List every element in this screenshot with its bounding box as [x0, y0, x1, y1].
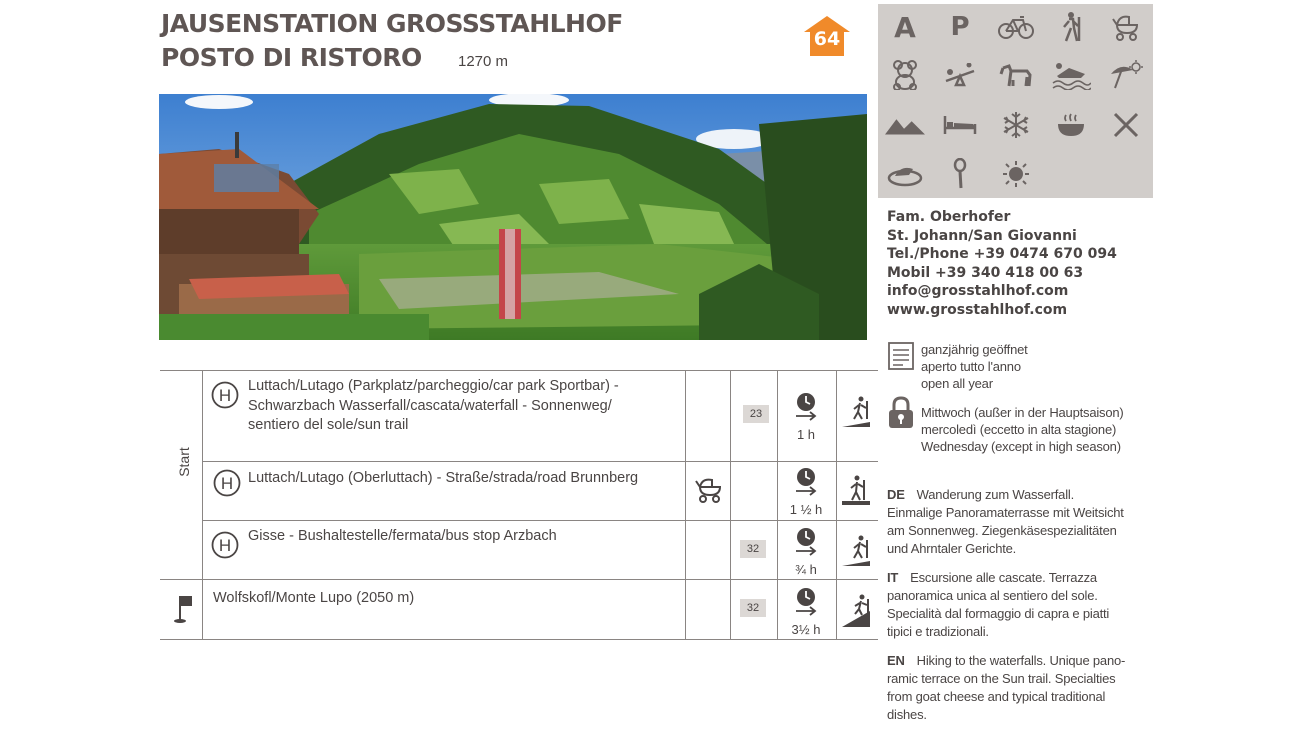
steep-hiker-icon — [842, 593, 872, 627]
animal-icon — [996, 57, 1036, 93]
page-subtitle: POSTO DI RISTORO — [161, 43, 422, 72]
bus-stop-icon — [213, 469, 241, 497]
description-en: EN Hiking to the waterfalls. Unique pano- ramic terrace on the Sun trail. Specialties from goat cheese and typical traditional dishes. — [887, 653, 1126, 722]
mountains-icon — [885, 107, 925, 143]
teddy-bear-icon — [885, 57, 925, 93]
contact-name: Fam. Oberhofer — [887, 209, 1011, 225]
sun-icon — [996, 156, 1036, 192]
svg-text:H: H — [218, 536, 232, 555]
page-title: JAUSENSTATION GROSSSTAHLHOF — [161, 9, 623, 38]
number-badge — [803, 15, 851, 57]
lang-code-en: EN — [887, 653, 905, 668]
destination-flag-icon — [172, 592, 194, 624]
uphill-hiker-icon — [842, 534, 872, 566]
panorama-photo — [159, 94, 867, 340]
contact-email: info@grosstahlhof.com — [887, 283, 1069, 300]
badge-number: 64 — [813, 28, 841, 50]
trail-number: 23 — [743, 405, 769, 423]
bus-stop-icon — [211, 531, 239, 559]
contact-mobile: Mobil +39 340 418 00 63 — [887, 264, 1084, 281]
trail-number: 32 — [740, 540, 766, 558]
flat-hiker-icon — [842, 474, 872, 506]
contact-block — [887, 208, 1117, 320]
playground-seesaw-icon — [940, 57, 980, 93]
calendar-icon — [887, 341, 917, 373]
description-it: IT Escursione alle cascate. Terrazza panoramica unica al sentiero del sole. Specialità dal formaggio di capra e piatti tipici e tradizionali. — [887, 570, 1110, 639]
clock-icon — [794, 527, 818, 557]
bicycle-icon — [996, 9, 1036, 45]
hiker-icon — [1051, 9, 1091, 45]
stroller-icon — [1106, 9, 1146, 45]
closed-line-en: Wednesday (except in high season) — [921, 439, 1121, 454]
lang-code-it: IT — [887, 570, 899, 585]
walking-time: ¾ h — [786, 527, 826, 577]
closing-day — [887, 396, 1124, 455]
opening-line-en: open all year — [921, 376, 993, 391]
spoon-icon — [940, 156, 980, 192]
snowflake-icon — [996, 107, 1036, 143]
walking-time: 1 ½ h — [786, 467, 826, 517]
bed-icon — [940, 107, 980, 143]
route-table — [160, 370, 878, 640]
opening-line-de: ganzjährig geöffnet — [921, 342, 1028, 357]
route-row-3-text: Gisse - Bushaltestelle/fermata/bus stop Arzbach — [248, 528, 557, 544]
altitude-label: 1270 m — [458, 53, 509, 70]
contact-phone: Tel./Phone +39 0474 670 094 — [887, 246, 1117, 263]
opening-hours — [887, 341, 1028, 392]
closed-line-it: mercoledì (eccetto in alta stagione) — [921, 422, 1117, 437]
plate-icon — [885, 156, 925, 192]
amenities-icon-panel — [878, 4, 1153, 198]
start-label: Start — [176, 447, 192, 477]
contact-website: www.grosstahlhof.com — [887, 301, 1068, 318]
walking-time: 1 h — [786, 392, 826, 442]
clock-icon — [794, 467, 818, 497]
closed-line-de: Mittwoch (außer in der Hauptsaison) — [921, 405, 1124, 420]
description-de: DE Wanderung zum Wasserfall. Einmalige Panoramaterrasse mit Weitsicht am Sonnenweg. Ziegenkäsespezialitäten und Ahrntaler Gerichte. — [887, 487, 1124, 556]
route-row-2-text: Luttach/Lutago (Oberluttach) - Straße/strada/road Brunnberg — [248, 470, 639, 486]
soup-bowl-icon — [1051, 107, 1091, 143]
beach-umbrella-icon — [1106, 57, 1146, 93]
swimming-icon — [1051, 57, 1091, 93]
trail-number: 32 — [740, 599, 766, 617]
route-row-1-text: Luttach/Lutago (Parkplatz/parcheggio/car park Sportbar) - Schwarzbach Wasserfall/cascata/waterfall - Sonnenweg/ sentiero del sole/sun trail — [248, 378, 619, 433]
uphill-hiker-icon — [842, 395, 872, 427]
stroller-icon — [695, 476, 723, 504]
svg-text:H: H — [220, 474, 234, 493]
parking-letter-P-icon: P — [950, 12, 970, 42]
route-row-4-text: Wolfskofl/Monte Lupo (2050 m) — [213, 590, 415, 606]
fork-knife-icon — [1106, 107, 1146, 143]
lock-icon — [887, 396, 917, 428]
walking-time: 3½ h — [786, 587, 826, 637]
contact-place: St. Johann/San Giovanni — [887, 227, 1077, 244]
opening-line-it: aperto tutto l'anno — [921, 359, 1021, 374]
bus-stop-icon — [211, 381, 239, 409]
clock-icon — [794, 392, 818, 422]
svg-text:H: H — [218, 386, 232, 405]
parking-area-letter-A-icon: A — [894, 10, 916, 44]
clock-icon — [794, 587, 818, 617]
lang-code-de: DE — [887, 487, 905, 502]
